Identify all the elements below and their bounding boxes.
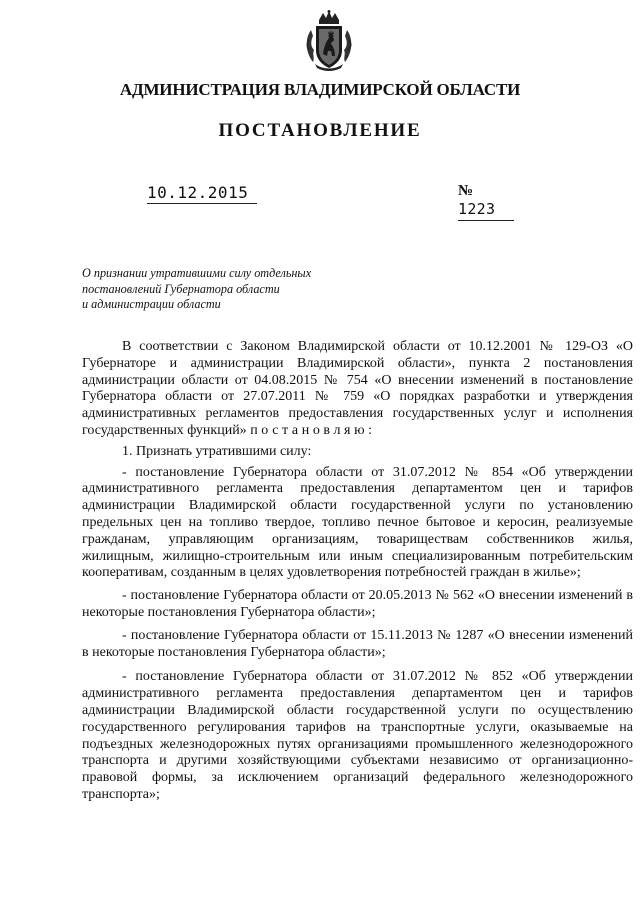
preamble-text: В соответствии с Законом Владимирской области от 10.12.2001 № 129-ОЗ «О Губернаторе и администрации Владимирской области», пункта 2 постановления администрации области от 04.08.2015 № 754 «О внесении изменений в постановление Губернатора области от 27.07.2011 № 759 «О порядках разработки и утверждения административных регламентов предоставления государственных услуг и исполнения государственных функций» [82, 339, 633, 438]
coat-of-arms-icon [303, 10, 355, 72]
document-type-heading: ПОСТАНОВЛЕНИЕ [218, 120, 422, 141]
list-item: - постановление Губернатора области от 31.07.2012 № 854 «Об утверждении административного регламента предоставления департаментом цен и тарифов администрации Владимирской области государственной услуги по установлению предельных цен на топливо твердое, топливо печное бытовое и керосин, реализуемые гражданам, управляющим организациям, товариществам собственников жилья, жилищным, жилищно-строительным или иным специализированным потребительским кооперативам, созданным в целях удовлетворения потребностей граждан в жилье»; [82, 464, 633, 581]
document-date: 10.12.2015 [147, 183, 257, 204]
list-item: - постановление Губернатора области от 31.07.2012 № 852 «Об утверждении административного регламента предоставления департаментом цен и тарифов администрации Владимирской области государственной услуги по осуществлению государственного регулирования тарифов на транспортные услуги, оказываемые на подъездных железнодорожных путях организациями промышленного железнодорожного транспорта и другими хозяйствующими субъектами независимо от организационно-правовой формы, за исключением организаций федерального железнодорожного транспорта»; [82, 669, 633, 802]
subject-line: постановлений Губернатора области [82, 281, 280, 296]
list-item: - постановление Губернатора области от 15.11.2013 № 1287 «О внесении изменений в некоторые постановления Губернатора области»; [82, 627, 633, 660]
subject-line: и администрации области [82, 297, 221, 311]
document-number [458, 182, 514, 221]
document-body [82, 339, 633, 804]
item-1-title: 1. Признать утратившими силу: [122, 443, 312, 459]
number-sign: № [458, 183, 474, 199]
list-item: - постановление Губернатора области от 20.05.2013 № 562 «О внесении изменений в некоторые постановления Губернатора области»; [82, 588, 633, 620]
preamble-action: постановляю: [250, 422, 376, 438]
organization-title: АДМИНИСТРАЦИЯ ВЛАДИМИРСКОЙ ОБЛАСТИ [119, 80, 521, 99]
subject-line: О признании утратившими силу отдельных [82, 266, 312, 280]
number-value: 1223 [458, 200, 496, 218]
preamble-paragraph [82, 339, 633, 440]
document-subject [82, 266, 382, 313]
